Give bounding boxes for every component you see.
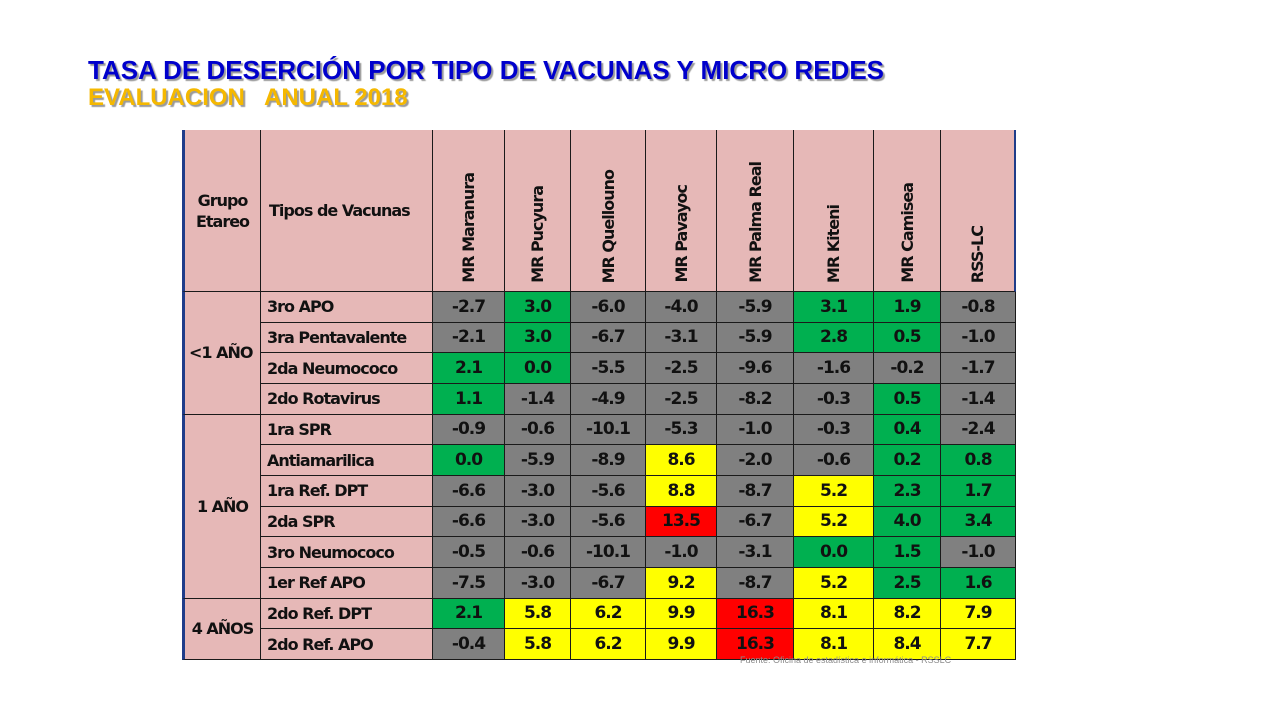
value-cell: -8.7: [717, 568, 794, 599]
value-cell: 2.1: [433, 353, 505, 384]
value-cell: -5.5: [571, 353, 646, 384]
vaccine-label: 1ra Ref. DPT: [261, 476, 433, 507]
value-cell: -10.1: [571, 415, 646, 446]
value-cell: 0.0: [794, 537, 874, 568]
value-cell: 1.6: [941, 568, 1016, 599]
value-cell: -0.6: [505, 415, 571, 446]
value-cell: 0.0: [505, 353, 571, 384]
value-cell: -6.7: [717, 507, 794, 538]
value-cell: 0.4: [874, 415, 941, 446]
value-cell: -0.6: [505, 537, 571, 568]
value-cell: -0.3: [794, 415, 874, 446]
value-cell: -6.6: [433, 507, 505, 538]
value-cell: -1.0: [941, 323, 1016, 354]
value-cell: 3.0: [505, 323, 571, 354]
value-cell: 1.9: [874, 292, 941, 323]
value-cell: -1.0: [717, 415, 794, 446]
value-cell: 9.2: [646, 568, 717, 599]
header-mr-pavayoc: MR Pavayoc: [646, 130, 717, 292]
header-mr-camisea: MR Camisea: [874, 130, 941, 292]
value-cell: 8.6: [646, 445, 717, 476]
value-cell: -3.0: [505, 507, 571, 538]
value-cell: 0.2: [874, 445, 941, 476]
value-cell: 6.2: [571, 629, 646, 660]
value-cell: 8.8: [646, 476, 717, 507]
value-cell: 5.8: [505, 629, 571, 660]
desertion-rate-table: [182, 130, 1016, 660]
value-cell: 3.1: [794, 292, 874, 323]
value-cell: -2.5: [646, 353, 717, 384]
value-cell: -0.8: [941, 292, 1016, 323]
value-cell: 5.2: [794, 507, 874, 538]
value-cell: -0.5: [433, 537, 505, 568]
vaccine-label: 1ra SPR: [261, 415, 433, 446]
vaccine-label: Antiamarilica: [261, 445, 433, 476]
value-cell: 8.1: [794, 629, 874, 660]
value-cell: -8.2: [717, 384, 794, 415]
slide-title: TASA DE DESERCIÓN POR TIPO DE VACUNAS Y MICRO REDES: [88, 55, 884, 85]
value-cell: -0.4: [433, 629, 505, 660]
header-rss-lc: RSS-LC: [941, 130, 1016, 292]
value-cell: 3.4: [941, 507, 1016, 538]
value-cell: -6.6: [433, 476, 505, 507]
value-cell: 8.2: [874, 599, 941, 630]
value-cell: 7.7: [941, 629, 1016, 660]
value-cell: -0.6: [794, 445, 874, 476]
group-label: 4 AÑOS: [182, 599, 261, 660]
value-cell: -6.7: [571, 323, 646, 354]
value-cell: 2.1: [433, 599, 505, 630]
value-cell: 0.8: [941, 445, 1016, 476]
value-cell: -1.0: [646, 537, 717, 568]
value-cell: 0.5: [874, 384, 941, 415]
value-cell: -6.0: [571, 292, 646, 323]
value-cell: 16.3: [717, 599, 794, 630]
value-cell: -9.6: [717, 353, 794, 384]
value-cell: 5.2: [794, 476, 874, 507]
value-cell: 1.1: [433, 384, 505, 415]
value-cell: 2.5: [874, 568, 941, 599]
header-mr-quellouno: MR Quellouno: [571, 130, 646, 292]
value-cell: -0.9: [433, 415, 505, 446]
vaccine-label: 2da Neumococo: [261, 353, 433, 384]
value-cell: 9.9: [646, 629, 717, 660]
vaccine-label: 1er Ref APO: [261, 568, 433, 599]
vaccine-label: 3ra Pentavalente: [261, 323, 433, 354]
group-label: <1 AÑO: [182, 292, 261, 415]
value-cell: -6.7: [571, 568, 646, 599]
value-cell: 6.2: [571, 599, 646, 630]
vaccine-label: 2da SPR: [261, 507, 433, 538]
value-cell: -5.6: [571, 507, 646, 538]
header-grupo-etareo: Grupo Etareo: [182, 130, 261, 292]
value-cell: 9.9: [646, 599, 717, 630]
value-cell: -2.5: [646, 384, 717, 415]
value-cell: 1.7: [941, 476, 1016, 507]
value-cell: -10.1: [571, 537, 646, 568]
value-cell: -3.0: [505, 568, 571, 599]
value-cell: -3.1: [646, 323, 717, 354]
value-cell: -1.6: [794, 353, 874, 384]
value-cell: -8.9: [571, 445, 646, 476]
value-cell: -2.1: [433, 323, 505, 354]
vaccine-label: 3ro APO: [261, 292, 433, 323]
value-cell: -5.6: [571, 476, 646, 507]
value-cell: -2.0: [717, 445, 794, 476]
vaccine-label: 2do Ref. APO: [261, 629, 433, 660]
value-cell: -4.9: [571, 384, 646, 415]
value-cell: 0.5: [874, 323, 941, 354]
value-cell: -1.0: [941, 537, 1016, 568]
value-cell: 2.3: [874, 476, 941, 507]
value-cell: 3.0: [505, 292, 571, 323]
value-cell: 1.5: [874, 537, 941, 568]
value-cell: 8.1: [794, 599, 874, 630]
value-cell: 13.5: [646, 507, 717, 538]
value-cell: -1.4: [941, 384, 1016, 415]
group-label: 1 AÑO: [182, 415, 261, 599]
slide-subtitle: EVALUACION ANUAL 2018: [88, 84, 408, 111]
value-cell: -1.4: [505, 384, 571, 415]
value-cell: 4.0: [874, 507, 941, 538]
value-cell: 0.0: [433, 445, 505, 476]
value-cell: 5.2: [794, 568, 874, 599]
value-cell: 2.8: [794, 323, 874, 354]
value-cell: -3.1: [717, 537, 794, 568]
value-cell: -2.7: [433, 292, 505, 323]
value-cell: -5.9: [717, 292, 794, 323]
value-cell: -3.0: [505, 476, 571, 507]
value-cell: -5.9: [505, 445, 571, 476]
value-cell: -4.0: [646, 292, 717, 323]
value-cell: -7.5: [433, 568, 505, 599]
header-mr-palma-real: MR Palma Real: [717, 130, 794, 292]
value-cell: -8.7: [717, 476, 794, 507]
header-mr-kiteni: MR Kiteni: [794, 130, 874, 292]
vaccine-label: 2do Rotavirus: [261, 384, 433, 415]
value-cell: 7.9: [941, 599, 1016, 630]
value-cell: -5.9: [717, 323, 794, 354]
value-cell: -2.4: [941, 415, 1016, 446]
vaccine-label: 2do Ref. DPT: [261, 599, 433, 630]
header-tipos-vacunas: Tipos de Vacunas: [261, 130, 433, 292]
vaccine-label: 3ro Neumococo: [261, 537, 433, 568]
value-cell: -5.3: [646, 415, 717, 446]
value-cell: -0.2: [874, 353, 941, 384]
header-mr-maranura: MR Maranura: [433, 130, 505, 292]
value-cell: 8.4: [874, 629, 941, 660]
source-note: Fuente: Oficina de estadística e informática - RSSLC: [740, 655, 952, 665]
value-cell: 16.3: [717, 629, 794, 660]
header-mr-pucyura: MR Pucyura: [505, 130, 571, 292]
value-cell: -1.7: [941, 353, 1016, 384]
value-cell: 5.8: [505, 599, 571, 630]
value-cell: -0.3: [794, 384, 874, 415]
